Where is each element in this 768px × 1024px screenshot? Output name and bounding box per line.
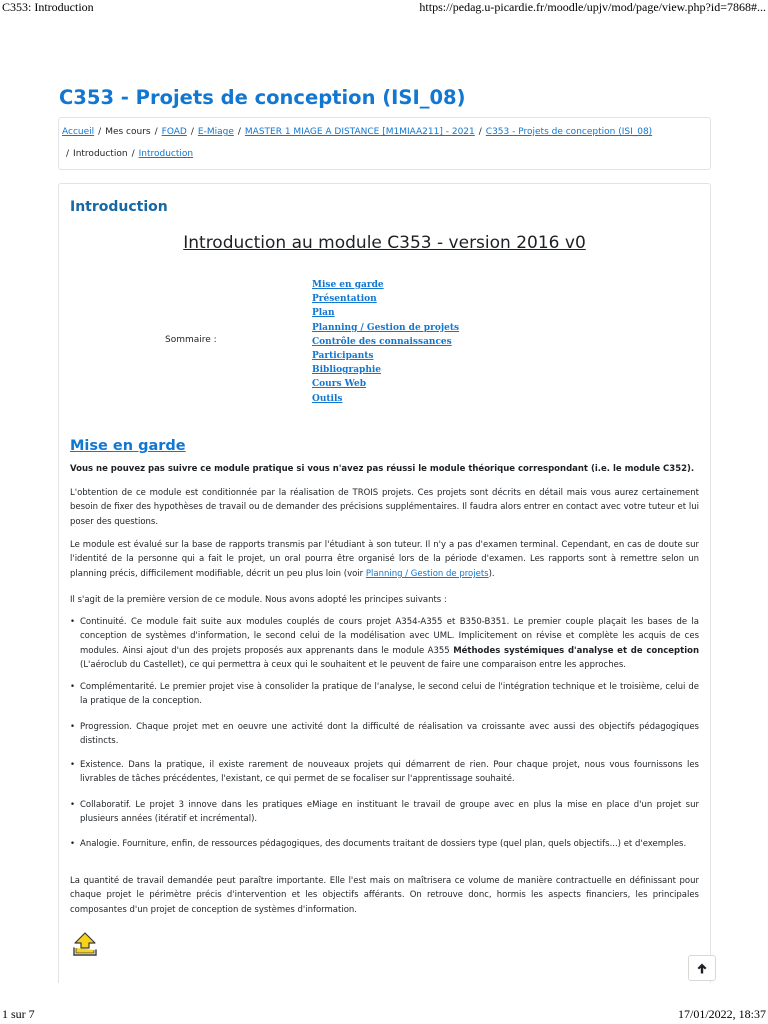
- breadcrumb-separator: /: [190, 127, 194, 137]
- sommaire-link-plan[interactable]: Plan: [312, 308, 335, 319]
- breadcrumb-master-link[interactable]: MASTER 1 MIAGE A DISTANCE [M1MIAA211] - 2021: [244, 127, 475, 137]
- list-item: [70, 798, 699, 827]
- sommaire-link-outils[interactable]: Outils: [312, 393, 343, 404]
- section-title: Introduction: [70, 199, 168, 215]
- sommaire-link-bibliographie[interactable]: Bibliographie: [312, 365, 382, 376]
- page-counter: 1 sur 7: [2, 1007, 35, 1021]
- sommaire-link-presentation[interactable]: Présentation: [312, 294, 377, 305]
- print-header: [0, 0, 768, 16]
- sommaire-item: [312, 306, 459, 320]
- breadcrumb-separator: /: [66, 149, 70, 159]
- breadcrumb-section: Introduction: [73, 149, 128, 159]
- breadcrumb-separator: /: [98, 127, 102, 137]
- bullet-1-text: Continuité. Ce module fait suite aux modules couplés de cours projet A354-A355 et B350-B351. Le premier couple plaçait les bases de la conception de systèmes d'information, le second celui de la modélisation avec UML. Implicitement on révise et complète les acquis de ces modules. Ainsi ajout d'un des projets proposés aux apprenants dans le module A355: [80, 617, 699, 656]
- sommaire-link-cours-web[interactable]: Cours Web: [312, 379, 367, 390]
- scroll-to-top-button[interactable]: [688, 955, 716, 981]
- breadcrumb-separator: /: [154, 127, 158, 137]
- sommaire-list: [312, 278, 459, 406]
- sommaire-label: Sommaire :: [165, 335, 217, 345]
- print-timestamp: 17/01/2022, 18:37: [677, 1007, 766, 1021]
- paragraph-4: La quantité de travail demandée peut paraître importante. Elle l'est mais on maîtrisera ce volume de manière contractuelle en définissant pour chaque projet le périmètre précis d'intervention et les objectifs afférants. On retrouve donc, hormis les aspects financiers, les principales composantes d'un projet de conception de systèmes d'information.: [70, 876, 699, 915]
- breadcrumb-separator: /: [237, 127, 241, 137]
- print-footer: [0, 1006, 768, 1024]
- bullet-1-bold: Méthodes systémiques d'analyse et de conception: [453, 645, 700, 656]
- print-header-title: C353: Introduction: [2, 0, 94, 14]
- sommaire-item: [312, 363, 459, 377]
- bullet-5-text: Collaboratif. Le projet 3 innove dans les pratiques eMiage en instituant le travail de groupe avec en plus la mise en place d'un projet sur plusieurs années (itératif et incrémental).: [80, 800, 699, 825]
- list-item: [70, 758, 699, 787]
- breadcrumb-separator: /: [478, 127, 482, 137]
- page-heading-text: Introduction au module C353 - version 2016 v0: [183, 233, 586, 253]
- bullet-3-text: Progression. Chaque projet met en oeuvre une activité dont la difficulté de réalisation va croissante avec aussi des objectifs pédagogiques distincts.: [80, 722, 699, 747]
- breadcrumb-page-link[interactable]: Introduction: [138, 149, 194, 159]
- bullet-6-text: Analogie. Fourniture, enfin, de ressources pédagogiques, des documents traitant de dossiers type (quel plan, quels objectifs...) et d'exemples.: [80, 839, 687, 849]
- sommaire-link-mise-en-garde[interactable]: Mise en garde: [312, 280, 384, 290]
- mise-en-garde-heading: Mise en garde: [70, 438, 186, 454]
- planning-link[interactable]: Planning / Gestion de projets: [365, 568, 489, 579]
- yellow-up-arrow-icon[interactable]: [72, 931, 98, 957]
- sommaire-link-participants[interactable]: Participants: [312, 350, 374, 361]
- paragraph-2-end: ).: [488, 568, 495, 579]
- breadcrumb-mes-cours: Mes cours: [105, 127, 151, 137]
- breadcrumb: [58, 117, 711, 170]
- paragraph-3: Il s'agit de la première version de ce module. Nous avons adopté les principes suivants :: [70, 595, 447, 605]
- bullet-1-end: (L'aéroclub du Castellet), ce qui permettra à ceux qui le souhaitent et le peuvent de faire une comparaison entre les approches.: [80, 660, 626, 671]
- list-item: [70, 837, 699, 851]
- list-item: [70, 680, 699, 709]
- sommaire-item: [312, 292, 459, 306]
- arrow-up-icon: [697, 963, 707, 974]
- bullet-4-text: Existence. Dans la pratique, il existe rarement de nouveaux projets qui démarrent de rien. Pour chaque projet, nous vous fournissons les livrables de tâches précédentes, l'existant, ce qui permet de se focaliser sur l'apprentissage souhaité.: [80, 760, 699, 785]
- sommaire-item: [312, 321, 459, 335]
- breadcrumb-row-1: [62, 127, 652, 137]
- sommaire-item: [312, 349, 459, 363]
- course-title: C353 - Projets de conception (ISI_08): [59, 86, 466, 109]
- page-content: [58, 183, 711, 983]
- paragraph-2: [70, 538, 699, 581]
- sommaire-item: [312, 377, 459, 391]
- list-item: [70, 720, 699, 749]
- breadcrumb-row-2: [62, 149, 193, 159]
- sommaire-item: [312, 278, 459, 292]
- bullet-2-text: Complémentarité. Le premier projet vise à consolider la pratique de l'analyse, le second celui de l'intégration technique et le troisième, celui de la pratique de la conception.: [80, 682, 699, 707]
- paragraph-2-text: Le module est évalué sur la base de rapports transmis par l'étudiant à son tuteur. Il n'y a pas d'examen terminal. Cependant, en cas de doute sur l'identité de la personne qui a fait le projet, un oral pourra être organisé lors de la période d'examen. Les rapports sont à remettre selon un planning précis, difficilement modifiable, décrit un peu plus loin (voir: [70, 540, 699, 579]
- sommaire-item: [312, 392, 459, 406]
- print-header-url: https://pedag.u-picardie.fr/moodle/upjv/mod/page/view.php?id=7868#...: [419, 0, 766, 14]
- breadcrumb-emiage-link[interactable]: E-Miage: [197, 127, 234, 137]
- sommaire-link-controle[interactable]: Contrôle des connaissances: [312, 336, 452, 347]
- breadcrumb-course-link[interactable]: C353 - Projets de conception (ISI_08): [485, 127, 653, 137]
- breadcrumb-separator: /: [131, 149, 135, 159]
- breadcrumb-foad-link[interactable]: FOAD: [161, 127, 187, 137]
- paragraph-1: L'obtention de ce module est conditionnée par la réalisation de TROIS projets. Ces projets sont décrits en détail mais vous aurez certainement besoin de fixer des hypothèses de travail ou de demander des précisions supplémentaires. Il faudra alors entrer en contact avec votre tuteur et lui poser des questions.: [70, 488, 699, 527]
- page-heading: [59, 233, 710, 253]
- sommaire-link-planning[interactable]: Planning / Gestion de projets: [312, 322, 460, 333]
- list-item: [70, 615, 699, 673]
- sommaire-item: [312, 335, 459, 349]
- warning-text: Vous ne pouvez pas suivre ce module pratique si vous n'avez pas réussi le module théorique correspondant (i.e. le module C352).: [70, 464, 695, 474]
- breadcrumb-accueil-link[interactable]: Accueil: [62, 127, 95, 137]
